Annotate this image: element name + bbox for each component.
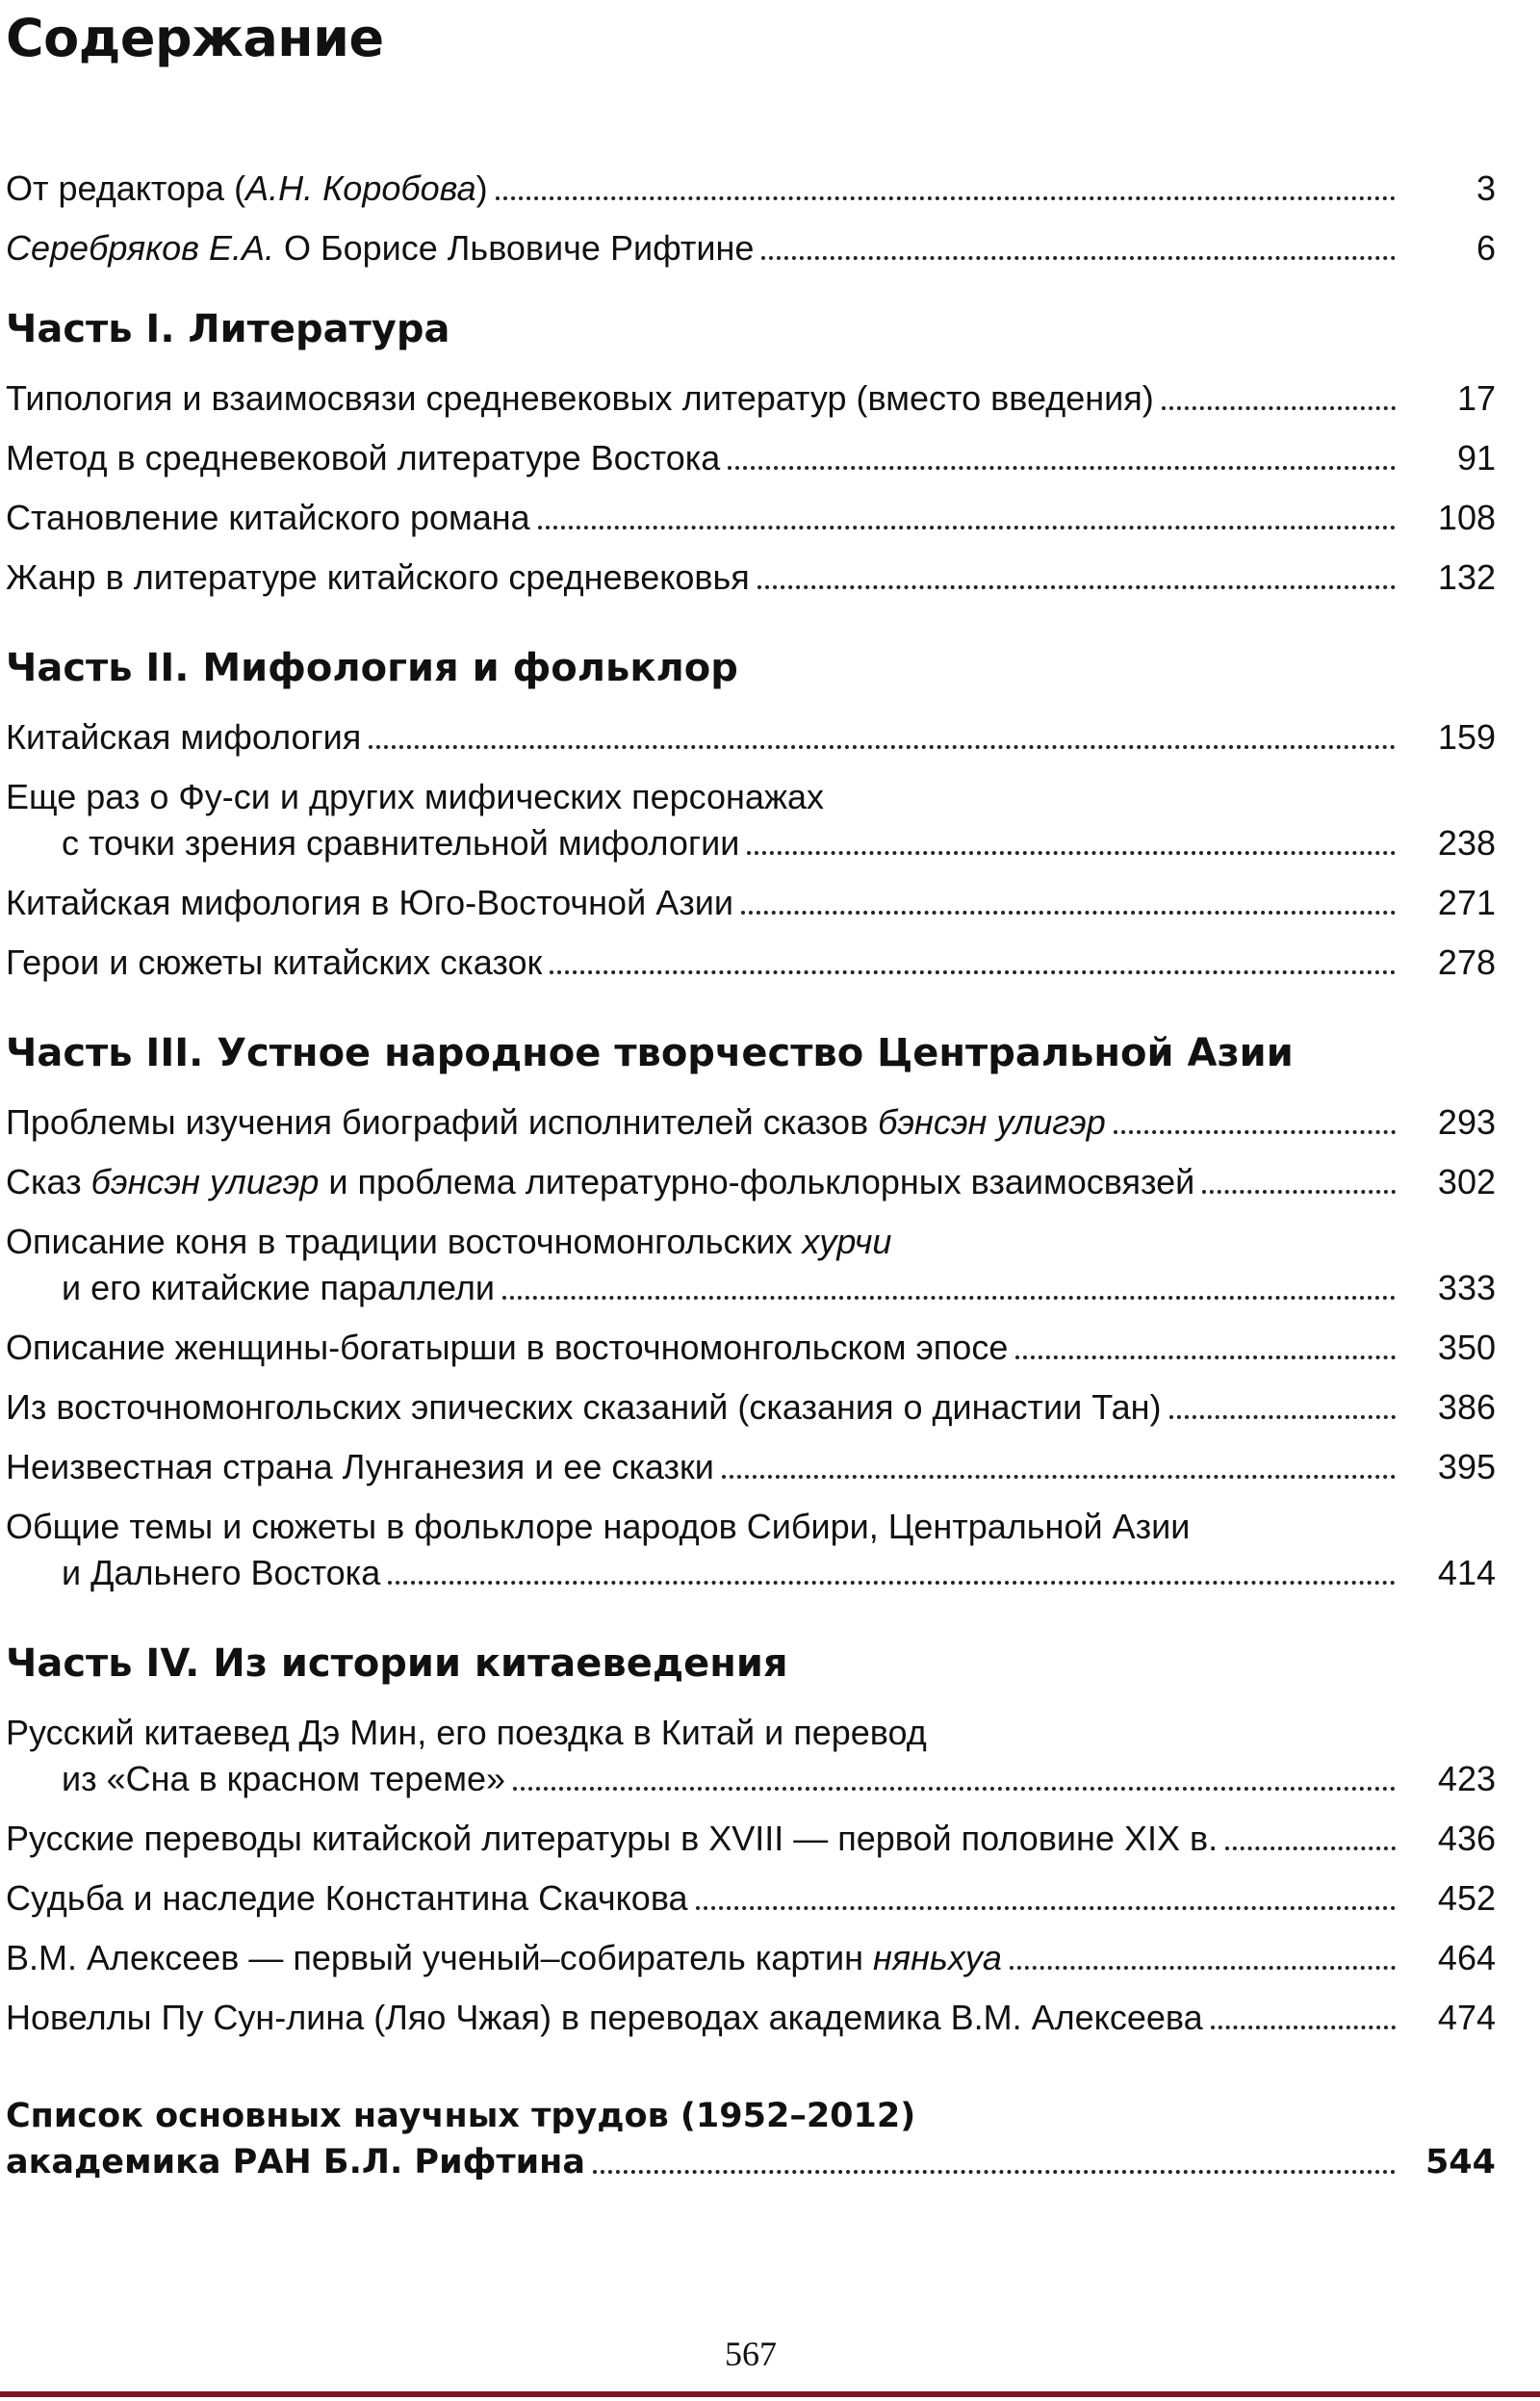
toc-entry-label (6, 1756, 505, 1802)
toc-page-number: 17 (1456, 378, 1496, 418)
text-fragment: Русский китаевед Дэ Мин, его поездка в Китай и перевод (6, 1713, 927, 1752)
text-fragment: Китайская мифология в Юго-Восточной Азии (6, 883, 733, 922)
toc-page-number: 159 (1437, 717, 1496, 757)
dot-leader (388, 1581, 1396, 1585)
toc-entry[interactable] (6, 1325, 1496, 1371)
dot-leader (757, 585, 1396, 589)
dot-leader (761, 256, 1396, 260)
text-fragment: О Борисе Львовиче Рифтине (274, 228, 755, 268)
dot-leader (722, 1475, 1396, 1479)
toc-entry[interactable] (6, 1384, 1496, 1431)
dot-leader (747, 851, 1396, 855)
toc-page-number: 395 (1437, 1447, 1496, 1486)
toc-entry-label (6, 1099, 1106, 1146)
toc-entry[interactable] (6, 1159, 1496, 1205)
section-heading: Часть IV. Из истории китаеведения (6, 1641, 788, 1686)
text-fragment: и Дальнего Востока (62, 1553, 381, 1592)
dot-leader (550, 970, 1396, 974)
toc-page-number: 423 (1437, 1759, 1496, 1798)
dot-leader (1162, 406, 1396, 410)
text-fragment: Сказ (6, 1162, 91, 1201)
toc-entry[interactable] (6, 1504, 1496, 1596)
toc-page-number: 271 (1437, 883, 1496, 922)
toc-entry-label (6, 555, 750, 601)
italic-text: бэнсэн улигэр (878, 1102, 1106, 1142)
toc-entry-label-line (6, 1504, 1496, 1550)
text-fragment: Новеллы Пу Сун-лина (Ляо Чжая) в переводах академика В.М. Алексеева (6, 1998, 1203, 2037)
toc-page-number: 436 (1437, 1819, 1496, 1858)
dot-leader (593, 2170, 1396, 2174)
page-number: 567 (725, 2335, 777, 2373)
toc-entry[interactable] (6, 1875, 1496, 1922)
toc-entry-label (6, 1444, 714, 1490)
toc-entry-label-line (6, 774, 1496, 820)
toc-page-number: 91 (1456, 438, 1496, 478)
toc-entry-label (6, 1935, 1002, 1981)
text-fragment: Неизвестная страна Лунганезия и ее сказки (6, 1447, 714, 1486)
spacer (6, 2054, 1496, 2093)
dot-leader (1169, 1415, 1396, 1419)
text-fragment: Еще раз о Фу-си и других мифических персонажах (6, 777, 825, 816)
text-fragment: Русские переводы китайской литературы в XVIII — первой половине XIX в. (6, 1819, 1219, 1858)
toc-entry-label (6, 435, 720, 481)
toc-page-number: 108 (1437, 498, 1496, 537)
toc-entry[interactable] (6, 166, 1496, 212)
toc-page-number: 302 (1437, 1162, 1496, 1201)
toc-entry-label (6, 1159, 1194, 1205)
toc-page-number: 132 (1437, 557, 1496, 597)
text-fragment: Из восточномонгольских эпических сказаний (сказания о династии Тан) (6, 1387, 1162, 1427)
toc-entry-label (6, 166, 488, 212)
toc-entry[interactable] (6, 940, 1496, 986)
toc-entry[interactable] (6, 375, 1496, 422)
toc-entry[interactable] (6, 1935, 1496, 1981)
text-fragment: ) (475, 168, 488, 208)
toc-entry-label (6, 880, 733, 926)
text-fragment: Жанр в литературе китайского средневековья (6, 557, 750, 597)
dot-leader (696, 1906, 1396, 1910)
toc-page-number: 3 (1476, 168, 1496, 208)
text-fragment: От редактора ( (6, 168, 246, 208)
toc-entry-label-line (6, 2093, 1496, 2139)
toc-entry-label (6, 714, 361, 761)
toc-entry[interactable] (6, 1099, 1496, 1146)
toc-entry[interactable] (6, 714, 1496, 761)
toc-entry[interactable] (6, 774, 1496, 866)
text-fragment: и его китайские параллели (62, 1268, 495, 1307)
toc-page-number: 278 (1437, 942, 1496, 982)
toc-entry-final[interactable] (6, 2093, 1496, 2185)
toc-page-number: 333 (1437, 1268, 1496, 1307)
toc-entry-label-line (6, 1710, 1496, 1756)
toc-page-number: 293 (1437, 1102, 1496, 1142)
toc-page-number: 452 (1437, 1878, 1496, 1918)
toc-entry-label (6, 1550, 380, 1596)
dot-leader (728, 466, 1396, 470)
toc-entry-label (6, 1875, 688, 1922)
text-fragment: Становление китайского романа (6, 498, 530, 537)
dot-leader (741, 911, 1396, 915)
page-title: Содержание (6, 8, 384, 68)
italic-text: бэнсэн улигэр (90, 1162, 320, 1201)
text-fragment: В.М. Алексеев — первый ученый–собиратель картин (6, 1938, 874, 1977)
toc-page-number: 414 (1437, 1553, 1496, 1592)
text-fragment: Проблемы изучения биографий исполнителей сказов (6, 1102, 879, 1142)
toc-entry-label (6, 1995, 1203, 2041)
dot-leader (369, 745, 1396, 749)
toc-entry-label (6, 2139, 585, 2185)
toc-page-number: 238 (1437, 823, 1496, 863)
dot-leader (1114, 1130, 1396, 1134)
text-fragment: Список основных научных трудов (1952–2012) (6, 2097, 916, 2135)
toc-entry-label-line (6, 1219, 1496, 1265)
dot-leader (538, 526, 1396, 529)
toc-page-number: 464 (1437, 1938, 1496, 1977)
toc-entry-label (6, 1384, 1162, 1431)
toc-page-number: 6 (1476, 228, 1496, 268)
text-fragment: с точки зрения сравнительной мифологии (62, 823, 740, 863)
italic-text: хурчи (802, 1222, 892, 1261)
text-fragment: Описание коня в традиции восточномонгольских (6, 1222, 803, 1261)
toc-entry[interactable] (6, 1444, 1496, 1490)
text-fragment: Общие темы и сюжеты в фольклоре народов Сибири, Центральной Азии (6, 1507, 1191, 1546)
dot-leader (1225, 1846, 1396, 1850)
toc-page-number: 350 (1437, 1328, 1496, 1367)
text-fragment: из «Сна в красном тереме» (62, 1759, 506, 1798)
toc-page-number: 544 (1424, 2143, 1496, 2182)
toc-entry[interactable] (6, 1995, 1496, 2041)
toc-entry-label (6, 1816, 1218, 1862)
dot-leader (1010, 1966, 1396, 1970)
text-fragment: Типология и взаимосвязи средневековых литератур (вместо введения) (6, 378, 1154, 418)
section-heading: Часть I. Литература (6, 307, 450, 351)
italic-text: няньхуа (873, 1938, 1002, 1977)
toc-entry[interactable] (6, 225, 1496, 271)
text-fragment: Описание женщины-богатырши в восточномонгольском эпосе (6, 1328, 1009, 1367)
toc-entry-label (6, 225, 754, 271)
section-heading: Часть III. Устное народное творчество Центральной Азии (6, 1031, 1294, 1075)
toc-entry[interactable] (6, 1219, 1496, 1311)
toc-entry-label (6, 1325, 1008, 1371)
dot-leader (513, 1787, 1396, 1791)
dot-leader (496, 196, 1396, 200)
toc-page-number: 474 (1437, 1998, 1496, 2037)
dot-leader (502, 1296, 1396, 1300)
toc-entry-label (6, 1265, 495, 1311)
toc-entry-label (6, 940, 542, 986)
toc-entry-label (6, 495, 530, 541)
dot-leader (1015, 1355, 1396, 1359)
toc-page-number: 386 (1437, 1387, 1496, 1427)
table-of-contents (6, 166, 1496, 2199)
text-fragment: и проблема литературно-фольклорных взаимосвязей (319, 1162, 1195, 1201)
toc-entry[interactable] (6, 495, 1496, 541)
text-fragment: Китайская мифология (6, 717, 362, 757)
italic-text: Серебряков Е.А. (6, 228, 274, 268)
text-fragment: Судьба и наследие Константина Скачкова (6, 1878, 688, 1918)
text-fragment: Герои и сюжеты китайских сказок (6, 942, 543, 982)
italic-text: А.Н. Коробова (245, 168, 476, 208)
toc-entry[interactable] (6, 880, 1496, 926)
toc-entry-label (6, 375, 1154, 422)
toc-entry[interactable] (6, 435, 1496, 481)
dot-leader (1211, 2026, 1396, 2029)
text-fragment: Метод в средневековой литературе Востока (6, 438, 721, 478)
toc-entry-label (6, 820, 739, 866)
text-fragment: академика РАН Б.Л. Рифтина (6, 2143, 585, 2182)
toc-entry[interactable] (6, 1816, 1496, 1862)
bottom-rule (0, 2391, 1540, 2397)
dot-leader (1202, 1190, 1396, 1194)
toc-entry[interactable] (6, 1710, 1496, 1802)
toc-entry[interactable] (6, 555, 1496, 601)
section-heading: Часть II. Мифология и фольклор (6, 646, 738, 690)
